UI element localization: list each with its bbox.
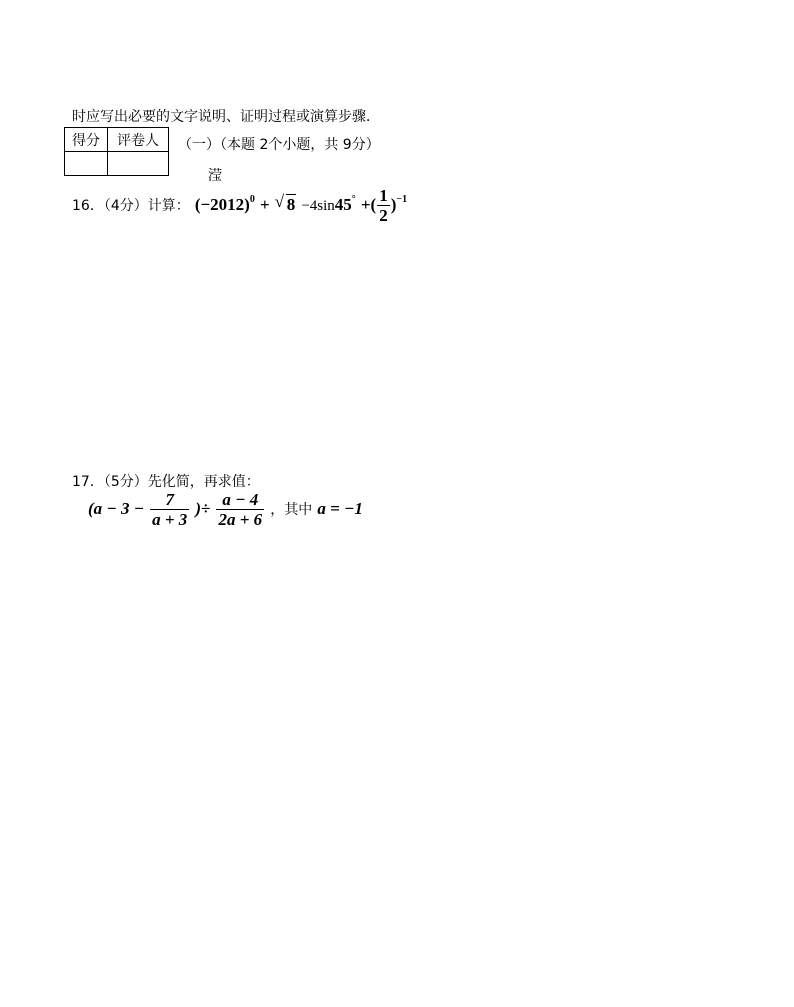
grader-header: 评卷人 <box>108 128 169 152</box>
q17-fraction-2 <box>216 490 264 529</box>
q16-exp-zero: 0 <box>249 194 255 205</box>
score-table <box>64 127 169 176</box>
q16-expression <box>195 186 407 225</box>
q17-f2-den: 2a + 6 <box>218 510 263 529</box>
q16-half-num: 1 <box>379 186 388 205</box>
q16-label: 16．（4分）计算： <box>72 198 190 214</box>
radical-icon: √ <box>274 192 285 211</box>
q17-f1-den: a + 3 <box>152 510 188 529</box>
q16-plus-1: + <box>259 195 270 214</box>
q16-half-fraction <box>377 186 390 225</box>
score-header: 得分 <box>65 128 108 152</box>
q17-f1-num: 7 <box>150 490 189 510</box>
q16-radicand: 8 <box>286 195 296 214</box>
stray-character: 滢 <box>208 168 222 184</box>
q17-condition-text: ，其中 <box>270 502 313 518</box>
q17-close-div: )÷ <box>195 499 211 518</box>
q16-angle: 45 <box>334 195 352 214</box>
q16-plus-2: +( <box>360 195 377 214</box>
q17-expression <box>88 490 363 529</box>
q16-close: ) <box>390 195 397 214</box>
q17-label: 17．（5分）先化简，再求值： <box>72 474 260 490</box>
q16-sqrt <box>274 192 297 215</box>
section-heading: （一）（本题 2个小题，共 9分） <box>178 137 380 153</box>
q17-fraction-1 <box>150 490 189 529</box>
instruction-text: 时应写出必要的文字说明、证明过程或演算步骤． <box>72 109 380 125</box>
q17-open: (a − 3 − <box>88 499 145 518</box>
q17-condition-expr: a = −1 <box>317 499 363 518</box>
q16-half-den: 2 <box>379 206 388 225</box>
score-cell[interactable] <box>65 152 108 176</box>
q16-degree: ° <box>351 194 356 205</box>
question-16 <box>72 186 407 225</box>
grader-cell[interactable] <box>108 152 169 176</box>
q16-minus-sin: −4sin <box>301 198 335 214</box>
q16-term-year: (−2012) <box>194 195 250 214</box>
q17-f2-num: a − 4 <box>216 490 264 510</box>
q16-exp-neg1: −1 <box>396 194 408 205</box>
